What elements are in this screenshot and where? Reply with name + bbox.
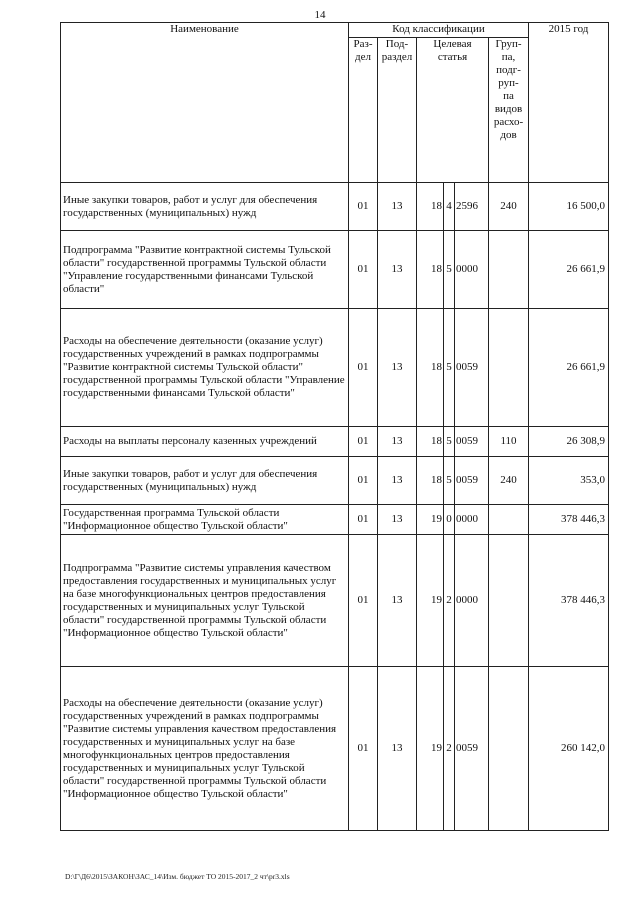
row-subprogram-code: 2 [444, 535, 455, 667]
row-program-code: 18 [417, 309, 444, 427]
row-amount: 353,0 [529, 457, 609, 505]
row-subprogram-code: 5 [444, 457, 455, 505]
row-section-code: 01 [349, 309, 378, 427]
row-subsection-code: 13 [378, 457, 417, 505]
row-amount: 260 142,0 [529, 667, 609, 831]
row-subsection-code: 13 [378, 667, 417, 831]
row-expense-group [489, 231, 529, 309]
row-name: Иные закупки товаров, работ и услуг для обеспечения государственных (муниципальных) нужд [61, 183, 349, 231]
table-row [61, 309, 609, 427]
row-article-code: 0059 [455, 427, 489, 457]
table-row [61, 505, 609, 535]
row-article-code: 0059 [455, 667, 489, 831]
row-program-code: 19 [417, 667, 444, 831]
row-expense-group: 110 [489, 427, 529, 457]
row-subprogram-code: 5 [444, 231, 455, 309]
row-expense-group: 240 [489, 183, 529, 231]
row-section-code: 01 [349, 183, 378, 231]
header-expense-group: Груп- па, подг- руп- па видов расхо- дов [489, 38, 529, 183]
row-subprogram-code: 2 [444, 667, 455, 831]
header-section: Раз- дел [349, 38, 378, 183]
table-row [61, 183, 609, 231]
table-row [61, 427, 609, 457]
row-expense-group [489, 505, 529, 535]
row-article-code: 2596 [455, 183, 489, 231]
row-article-code: 0059 [455, 457, 489, 505]
row-name: Подпрограмма "Развитие системы управления качеством предоставления государственных и муниципальных услуг на базе многофункциональных центров предоставления государственных и муниципальных услуг Тульской области" государственной программы Тульской области "Информационное общество Тульской области" [61, 535, 349, 667]
row-name: Подпрограмма "Развитие контрактной системы Тульской области" государственной программы Тульской области "Управление государственными финансами Тульской области" [61, 231, 349, 309]
row-expense-group [489, 667, 529, 831]
row-subsection-code: 13 [378, 309, 417, 427]
row-section-code: 01 [349, 457, 378, 505]
row-article-code: 0000 [455, 231, 489, 309]
row-amount: 16 500,0 [529, 183, 609, 231]
table-row [61, 667, 609, 831]
row-section-code: 01 [349, 505, 378, 535]
row-program-code: 18 [417, 231, 444, 309]
header-name: Наименование [61, 23, 349, 183]
row-expense-group [489, 309, 529, 427]
row-article-code: 0000 [455, 505, 489, 535]
table-header-row [61, 23, 609, 38]
budget-table [60, 22, 609, 831]
row-subsection-code: 13 [378, 505, 417, 535]
row-name: Государственная программа Тульской области "Информационное общество Тульской области" [61, 505, 349, 535]
row-name: Расходы на обеспечение деятельности (оказание услуг) государственных учреждений в рамках подпрограммы "Развитие контрактной системы Тульской области" государственной программы Тульской области "Управление государственными финансами Тульской области" [61, 309, 349, 427]
row-article-code: 0059 [455, 309, 489, 427]
row-name: Расходы на обеспечение деятельности (оказание услуг) государственных учреждений в рамках подпрограммы "Развитие системы управления качеством предоставления государственных и муниципальных услуг на базе многофункциональных центров предоставления государственных и муниципальных услуг Тульской области" государственной программы Тульской области "Информационное общество Тульской области" [61, 667, 349, 831]
row-subsection-code: 13 [378, 535, 417, 667]
row-expense-group: 240 [489, 457, 529, 505]
row-expense-group [489, 535, 529, 667]
row-section-code: 01 [349, 535, 378, 667]
row-article-code: 0000 [455, 535, 489, 667]
table-body [61, 183, 609, 831]
row-program-code: 19 [417, 505, 444, 535]
row-program-code: 18 [417, 427, 444, 457]
row-program-code: 18 [417, 457, 444, 505]
table-row [61, 231, 609, 309]
row-program-code: 19 [417, 535, 444, 667]
row-amount: 26 661,9 [529, 231, 609, 309]
row-subsection-code: 13 [378, 183, 417, 231]
row-section-code: 01 [349, 427, 378, 457]
file-path-footer: D:\Г\Д6\2015\ЗАКОН\ЗАС_14\Изм. бюджет ТО 2015-2017_2 чт\pr3.xls [65, 872, 290, 881]
row-subprogram-code: 5 [444, 427, 455, 457]
table-row [61, 535, 609, 667]
table-row [61, 457, 609, 505]
header-subsection: Под- раздел [378, 38, 417, 183]
row-subprogram-code: 4 [444, 183, 455, 231]
header-year: 2015 год [529, 23, 609, 183]
row-amount: 378 446,3 [529, 505, 609, 535]
row-program-code: 18 [417, 183, 444, 231]
header-classification: Код классификации [349, 23, 529, 38]
row-amount: 378 446,3 [529, 535, 609, 667]
row-amount: 26 308,9 [529, 427, 609, 457]
row-amount: 26 661,9 [529, 309, 609, 427]
row-subsection-code: 13 [378, 427, 417, 457]
row-subprogram-code: 0 [444, 505, 455, 535]
row-section-code: 01 [349, 231, 378, 309]
row-subprogram-code: 5 [444, 309, 455, 427]
row-name: Иные закупки товаров, работ и услуг для обеспечения государственных (муниципальных) нужд [61, 457, 349, 505]
row-subsection-code: 13 [378, 231, 417, 309]
header-target-article: Целевая статья [417, 38, 489, 183]
page-number: 14 [314, 9, 326, 21]
row-section-code: 01 [349, 667, 378, 831]
row-name: Расходы на выплаты персоналу казенных учреждений [61, 427, 349, 457]
